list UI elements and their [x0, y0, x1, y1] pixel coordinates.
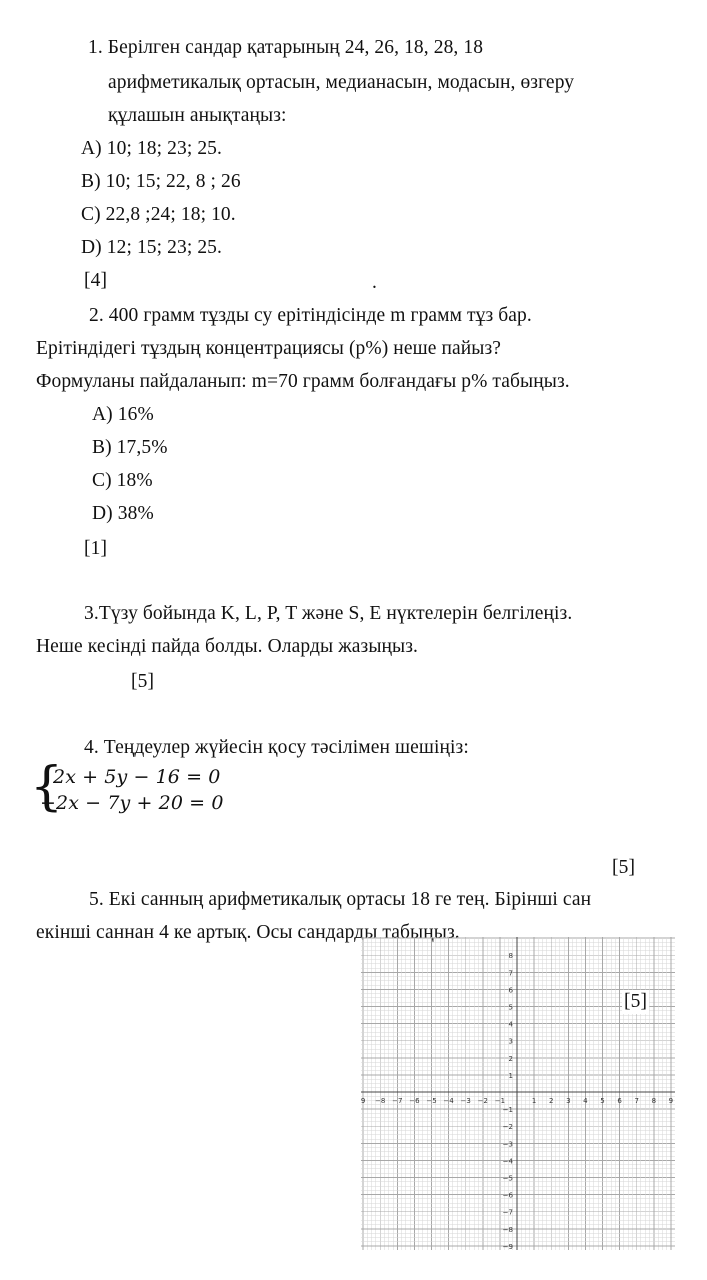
x-tick-label: 7 — [634, 1097, 639, 1105]
x-tick-label: 8 — [651, 1097, 657, 1105]
x-tick-label: 9 — [361, 1097, 366, 1105]
y-tick-label: 3 — [508, 1037, 513, 1046]
q1-option-b: B) 10; 15; 22, 8 ; 26 — [81, 171, 241, 192]
x-tick-label: 2 — [548, 1097, 554, 1105]
y-tick-label: 4 — [508, 1020, 513, 1029]
y-tick-label: −7 — [502, 1208, 513, 1217]
q2-option-d: D) 38% — [92, 503, 154, 524]
y-tick-label: −5 — [502, 1174, 513, 1183]
y-tick-label: −2 — [502, 1123, 513, 1132]
q1-line-1: 1. Берілген сандар қатарының 24, 26, 18, 28, 18 — [88, 37, 484, 58]
x-tick-label: 1 — [531, 1097, 537, 1105]
y-tick-label: −8 — [502, 1225, 513, 1234]
q1-score: [4] — [84, 270, 108, 291]
x-tick-label: 3 — [566, 1097, 571, 1105]
y-tick-label: 1 — [508, 1071, 513, 1080]
x-tick-label: −8 — [375, 1097, 386, 1105]
y-tick-label: −3 — [502, 1140, 513, 1149]
q1-option-c: C) 22,8 ;24; 18; 10. — [81, 204, 236, 225]
x-tick-label: −4 — [443, 1097, 454, 1105]
q3-line-2: Неше кесінді пайда болды. Оларды жазыңыз. — [36, 636, 419, 657]
q4-score: [5] — [612, 857, 636, 878]
x-tick-label: −2 — [477, 1097, 488, 1105]
x-tick-label: −5 — [426, 1097, 437, 1105]
q2-option-b: B) 17,5% — [92, 437, 168, 458]
q1-stray-dot: . — [372, 272, 377, 293]
y-tick-label: 7 — [508, 969, 513, 978]
y-tick-label: −1 — [502, 1106, 513, 1115]
q3-score: [5] — [131, 671, 155, 692]
x-tick-label: 4 — [583, 1097, 588, 1105]
q2-score: [1] — [84, 538, 108, 559]
q5-line-1: 5. Екі санның арифметикалық ортасы 18 ге тең. Бірінші сан — [89, 889, 592, 910]
system-brace: { — [30, 757, 64, 817]
q1-line-3: құлашын анықтаңыз: — [108, 105, 287, 126]
x-tick-label: 5 — [600, 1097, 605, 1105]
x-tick-label: −7 — [392, 1097, 403, 1105]
q4-line-1: 4. Теңдеулер жүйесін қосу тәсілімен шешіңіз: — [84, 737, 469, 758]
q3-line-1: 3.Түзу бойында K, L, P, T және S, E нүктелерін белгілеңіз. — [84, 603, 573, 624]
y-tick-label: 2 — [508, 1054, 513, 1063]
coordinate-grid — [361, 937, 675, 1250]
y-tick-label: 5 — [508, 1003, 513, 1012]
q4-equation-1: 2x + 5y − 16 = 0 — [53, 766, 221, 788]
q1-option-a: A) 10; 18; 23; 25. — [81, 138, 223, 159]
y-tick-label: −6 — [502, 1191, 513, 1200]
q2-line-2: Ерітіндідегі тұздың концентрациясы (p%) неше пайыз? — [36, 338, 502, 359]
q4-equation-2: −2x − 7y + 20 = 0 — [40, 792, 224, 814]
q1-line-2: арифметикалық ортасын, медианасын, модасын, өзгеру — [108, 72, 575, 93]
x-tick-label: −1 — [494, 1097, 506, 1105]
x-tick-label: 9 — [668, 1097, 674, 1105]
x-tick-label: 6 — [617, 1097, 622, 1105]
y-tick-label: 8 — [508, 952, 513, 961]
q2-option-c: C) 18% — [92, 470, 153, 491]
y-tick-label: 6 — [508, 986, 513, 995]
y-tick-label: −9 — [502, 1242, 513, 1250]
q5-score: [5] — [624, 991, 648, 1012]
x-tick-label: −3 — [460, 1097, 471, 1105]
y-tick-label: −4 — [502, 1157, 513, 1166]
x-tick-label: −6 — [409, 1097, 420, 1105]
q1-option-d: D) 12; 15; 23; 25. — [81, 237, 223, 258]
q5-line-2: екінші саннан 4 ке артық. Осы сандарды табыңыз. — [36, 922, 460, 943]
q2-line-1: 2. 400 грамм тұзды су ерітіндісінде m грамм тұз бар. — [89, 305, 532, 326]
q2-option-a: A) 16% — [92, 404, 154, 425]
q2-line-3: Формуланы пайдаланып: m=70 грамм болғандағы p% табыңыз. — [36, 371, 570, 392]
